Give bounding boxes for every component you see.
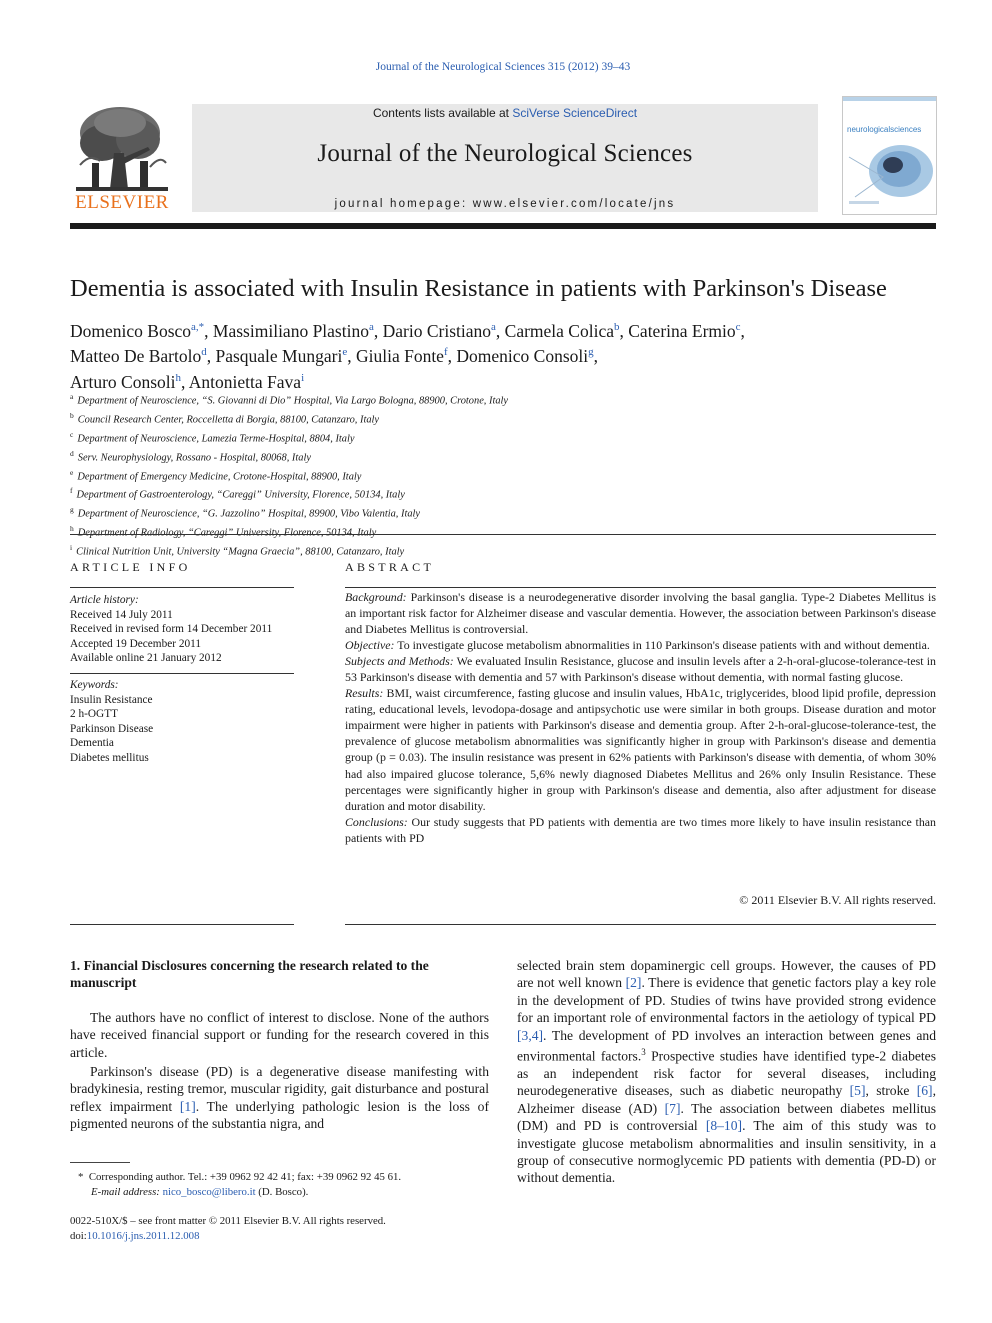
history-online: Available online 21 January 2012 xyxy=(70,652,222,664)
author-name: Matteo De Bartolo xyxy=(70,346,202,367)
affiliation-item: $^i$ Clinical Nutrition Unit, University “Magna Graecia”, 88100, Catanzaro, Italy xyxy=(70,543,405,558)
abstract-methods: Subjects and Methods: We evaluated Insulin Resistance, glucose and insulin levels after a 2-h-oral-glucose-tolerance-test in 53 Parkinson's disease with dementia and 57 with Parkinson's disease without dementia, with normal fasting glucose. xyxy=(345,654,936,685)
citation-ref[interactable]: [1] xyxy=(179,1098,196,1114)
abstract-rule-top xyxy=(345,587,936,588)
author-name: Antonietta Fava xyxy=(188,371,302,392)
contents-line xyxy=(192,106,818,120)
author-name: Giulia Fonte xyxy=(355,346,444,367)
affiliation-item: h xyxy=(70,524,74,534)
citation-ref[interactable]: [5] xyxy=(849,1083,866,1099)
keyword: Diabetes mellitus xyxy=(70,751,149,764)
intro-paragraph: Parkinson's disease (PD) is a degenerative disease manifesting with bradykinesia, resting tremor, muscular rigidity, gait disturbance and postural reflex impairment [1]. The underlying pathologic lesion is the loss of pigmented neurons of the substantia nigra, and xyxy=(70,1064,489,1132)
doi-link[interactable]: 10.1016/j.jns.2011.12.008 xyxy=(86,1229,200,1242)
author-aff[interactable]: i xyxy=(301,371,305,384)
citation-line[interactable]: Journal of the Neurological Sciences 315 (2012) 39–43 xyxy=(375,61,631,73)
abstract-results: Results: BMI, waist circumference, fasting glucose and insulin values, HbA1c, triglycerides, blood lipid profile, depression rating, educational levels, levodopa-dosage and antipsychotic use were similar in both groups. Disease duration and motor impairment were higher in patients with Parkinson's disease and dementia group. After 2-h-oral-glucose-tolerance-test, the prevalence of glucose metabolism abnormalities was significantly higher in group with Parkinson's disease and dementia group (p = 0.03). The insulin resistance was present in 62% patients with Parkinson's disease with dementia, of whom 30% had also impaired glucose tolerance, 5,6% newly diagnosed Diabetes Mellitus and 26% only Insulin Resistance. These percentages were significantly higher in group with Parkinson's disease and dementia, also after adjustment for disease duration and motor disability. xyxy=(345,686,936,813)
affiliation-item: $^d$ Serv. Neurophysiology, Rossano - Hospital, 80068, Italy xyxy=(70,448,311,464)
body-column-left xyxy=(70,957,489,1133)
article-info xyxy=(70,593,294,666)
abstract-body xyxy=(345,589,936,846)
history-received: Received 14 July 2011 xyxy=(70,608,173,621)
author-aff[interactable]: c xyxy=(735,321,741,333)
author-name: Domenico Bosco xyxy=(70,320,192,341)
author-name: Arturo Consoli xyxy=(70,371,176,392)
email-link[interactable]: nico_bosco@libero.it xyxy=(162,1186,256,1198)
intro-paragraph-continued: selected brain stem dopaminergic cell groups. However, the causes of PD are not well known [2]. There is evidence that genetic factors play a key role in the development of PD. Studies of twins have provided strong evidence for an important role of environmental factors in the aetiology of typical PD [3,4]. The development of PD involves an interaction between genes and environmental factors.$^3$ Prospective studies have identified type-2 diabetes as an independent risk factor for several diseases, including neurodegenerative diseases, such as diabetic neuropathy [5], stroke [6], Alzheimer disease (AD) [7]. The association between diabetes mellitus (DM) and PD is controversial [8–10]. The aim of this study was to investigate glucose metabolism abnormalities and insulin sensitivity, in a group of consecutive normoglycemic PD patients with dementia (PD-D) or without dementia. xyxy=(517,958,937,1186)
article-info-heading: ARTICLE INFO xyxy=(70,560,191,574)
abstract-conclusions: Conclusions: Our study suggests that PD patients with dementia are two times more likely to have insulin resistance than patients with PD xyxy=(345,814,936,845)
keywords-block xyxy=(70,678,294,765)
homepage-prefix: journal homepage: xyxy=(334,198,473,210)
citation-ref[interactable]: [6] xyxy=(916,1083,933,1099)
contents-prefix: Contents lists available at xyxy=(372,106,513,120)
email-line: E-mail address: nico_bosco@libero.it (D. Bosco). xyxy=(91,1186,309,1198)
citation-sup[interactable]: 3 xyxy=(641,1047,646,1058)
citation-ref[interactable]: [3,4] xyxy=(517,1027,544,1043)
abstract-objective: Objective: To investigate glucose metabolism abnormalities in 110 Parkinson's disease patients with and without dementia. xyxy=(345,638,930,653)
history-accepted: Accepted 19 December 2011 xyxy=(70,637,202,650)
citation-ref[interactable]: [2] xyxy=(625,975,642,991)
abstract-heading: ABSTRACT xyxy=(345,560,435,574)
disclosure-paragraph: The authors have no conflict of interest to disclose. None of the authors have received financial support or funding for the research covered in this article. xyxy=(70,1009,489,1060)
info-rule-top xyxy=(70,587,294,588)
homepage-link[interactable]: www.elsevier.com/locate/jns xyxy=(472,198,676,210)
journal-cover-thumbnail[interactable] xyxy=(842,96,937,215)
author-aff[interactable]: h xyxy=(175,371,181,384)
issn-line: 0022-510X/$ – see front matter © 2011 Elsevier B.V. All rights reserved. xyxy=(70,1215,386,1227)
affiliation-item: $^a$ Department of Neuroscience, “S. Giovanni di Dio” Hospital, Via Largo Bologna, 88900, Crotone, Italy xyxy=(70,392,509,407)
homepage-line xyxy=(192,198,818,210)
author-aff[interactable]: b xyxy=(614,321,620,333)
author-aff[interactable]: a xyxy=(491,321,496,333)
journal-title: Journal of the Neurological Sciences xyxy=(317,140,693,167)
history-revised: Received in revised form 14 December 2011 xyxy=(70,623,273,635)
footnote-rule xyxy=(70,1162,130,1163)
author-name: Massimiliano Plastino xyxy=(212,320,369,341)
keyword: 2 h-OGTT xyxy=(70,708,119,720)
keyword: Insulin Resistance xyxy=(70,693,153,706)
citation-ref[interactable]: [8–10] xyxy=(705,1118,743,1134)
affiliation-item: $^e$ Department of Emergency Medicine, Crotone-Hospital, 88900, Italy xyxy=(70,467,362,482)
bottom-meta xyxy=(70,1214,490,1243)
elsevier-wordmark: ELSEVIER xyxy=(75,192,169,213)
keywords-label: Keywords: xyxy=(70,679,119,691)
author-name: Dario Cristiano xyxy=(382,320,492,341)
doi-line: doi:10.1016/j.jns.2011.12.008 xyxy=(70,1229,200,1242)
body-column-right xyxy=(517,957,936,1187)
author-list: Domenico Bosco$^{a,*}$, Massimiliano Plastino$^a$, Dario Cristiano$^a$, Carmela Colica$^b$, Caterina Ermio$^c$, Matteo De Bartolo$^d$, Pasquale Mungari$^e$, Giulia Fonte$^f$, Domenico Consoli$^g$, Arturo Consoli$^h$, Antonietta Fava$^i$ xyxy=(70,320,745,392)
affiliation-item: $^g$ Department of Neuroscience, “G. Jazzolino” Hospital, 89900, Vibo Valentia, Italy xyxy=(70,505,421,520)
affiliation-item: $^b$ Council Research Center, Roccelletta di Borgia, 88100, Catanzaro, Italy xyxy=(70,410,380,426)
keyword: Dementia xyxy=(70,737,114,749)
history-label: Article history: xyxy=(70,594,139,606)
footnote xyxy=(70,1170,490,1200)
citation-ref[interactable]: [7] xyxy=(664,1100,681,1116)
author-aff[interactable]: a,* xyxy=(191,321,205,333)
elsevier-logo[interactable] xyxy=(70,103,174,215)
author-aff[interactable]: f xyxy=(443,346,448,359)
affiliation-item: $^f$ Department of Gastroenterology, “Careggi” University, Florence, 50134, Italy xyxy=(70,486,405,501)
author-name: Domenico Consoli xyxy=(456,346,589,367)
author-name: Carmela Colica xyxy=(504,320,614,341)
header-rule xyxy=(70,223,936,229)
info-rule-bottom xyxy=(70,924,294,925)
corresponding-author: * Corresponding author. Tel.: +39 0962 92 42 41; fax: +39 0962 92 45 61. xyxy=(78,1171,402,1183)
author-name: Pasquale Mungari xyxy=(215,346,343,367)
article-title: Dementia is associated with Insulin Resistance in patients with Parkinson's Disease xyxy=(70,275,887,302)
brain-scan-icon xyxy=(843,97,936,214)
info-rule-mid xyxy=(70,673,294,674)
affiliation-item: $^c$ Department of Neuroscience, Lamezia Terme-Hospital, 8804, Italy xyxy=(70,429,355,445)
section-divider xyxy=(70,534,936,535)
author-aff[interactable]: g xyxy=(588,346,594,359)
author-aff[interactable]: d xyxy=(201,346,207,359)
author-name: Caterina Ermio xyxy=(628,320,736,341)
abstract-background: Background: Parkinson's disease is a neurodegenerative disorder involving the basal ganglia. Type-2 Diabetes Mellitus is an important risk factor for Alzheimer disease and vascular dementia. However, the association between Parkinson's disease and Diabetes Mellitus is controversial. xyxy=(345,590,936,637)
abstract-rule-bottom xyxy=(345,924,936,925)
copyright-line: © 2011 Elsevier B.V. All rights reserved. xyxy=(739,893,936,907)
cover-title: neurologicalsciences xyxy=(847,125,922,134)
author-aff[interactable]: e xyxy=(342,346,348,359)
sciverse-link[interactable]: SciVerse ScienceDirect xyxy=(512,106,638,120)
keyword: Parkinson Disease xyxy=(70,722,154,735)
section-heading: 1. Financial Disclosures concerning the research related to the manuscript xyxy=(70,958,429,991)
author-aff[interactable]: a xyxy=(368,321,374,333)
